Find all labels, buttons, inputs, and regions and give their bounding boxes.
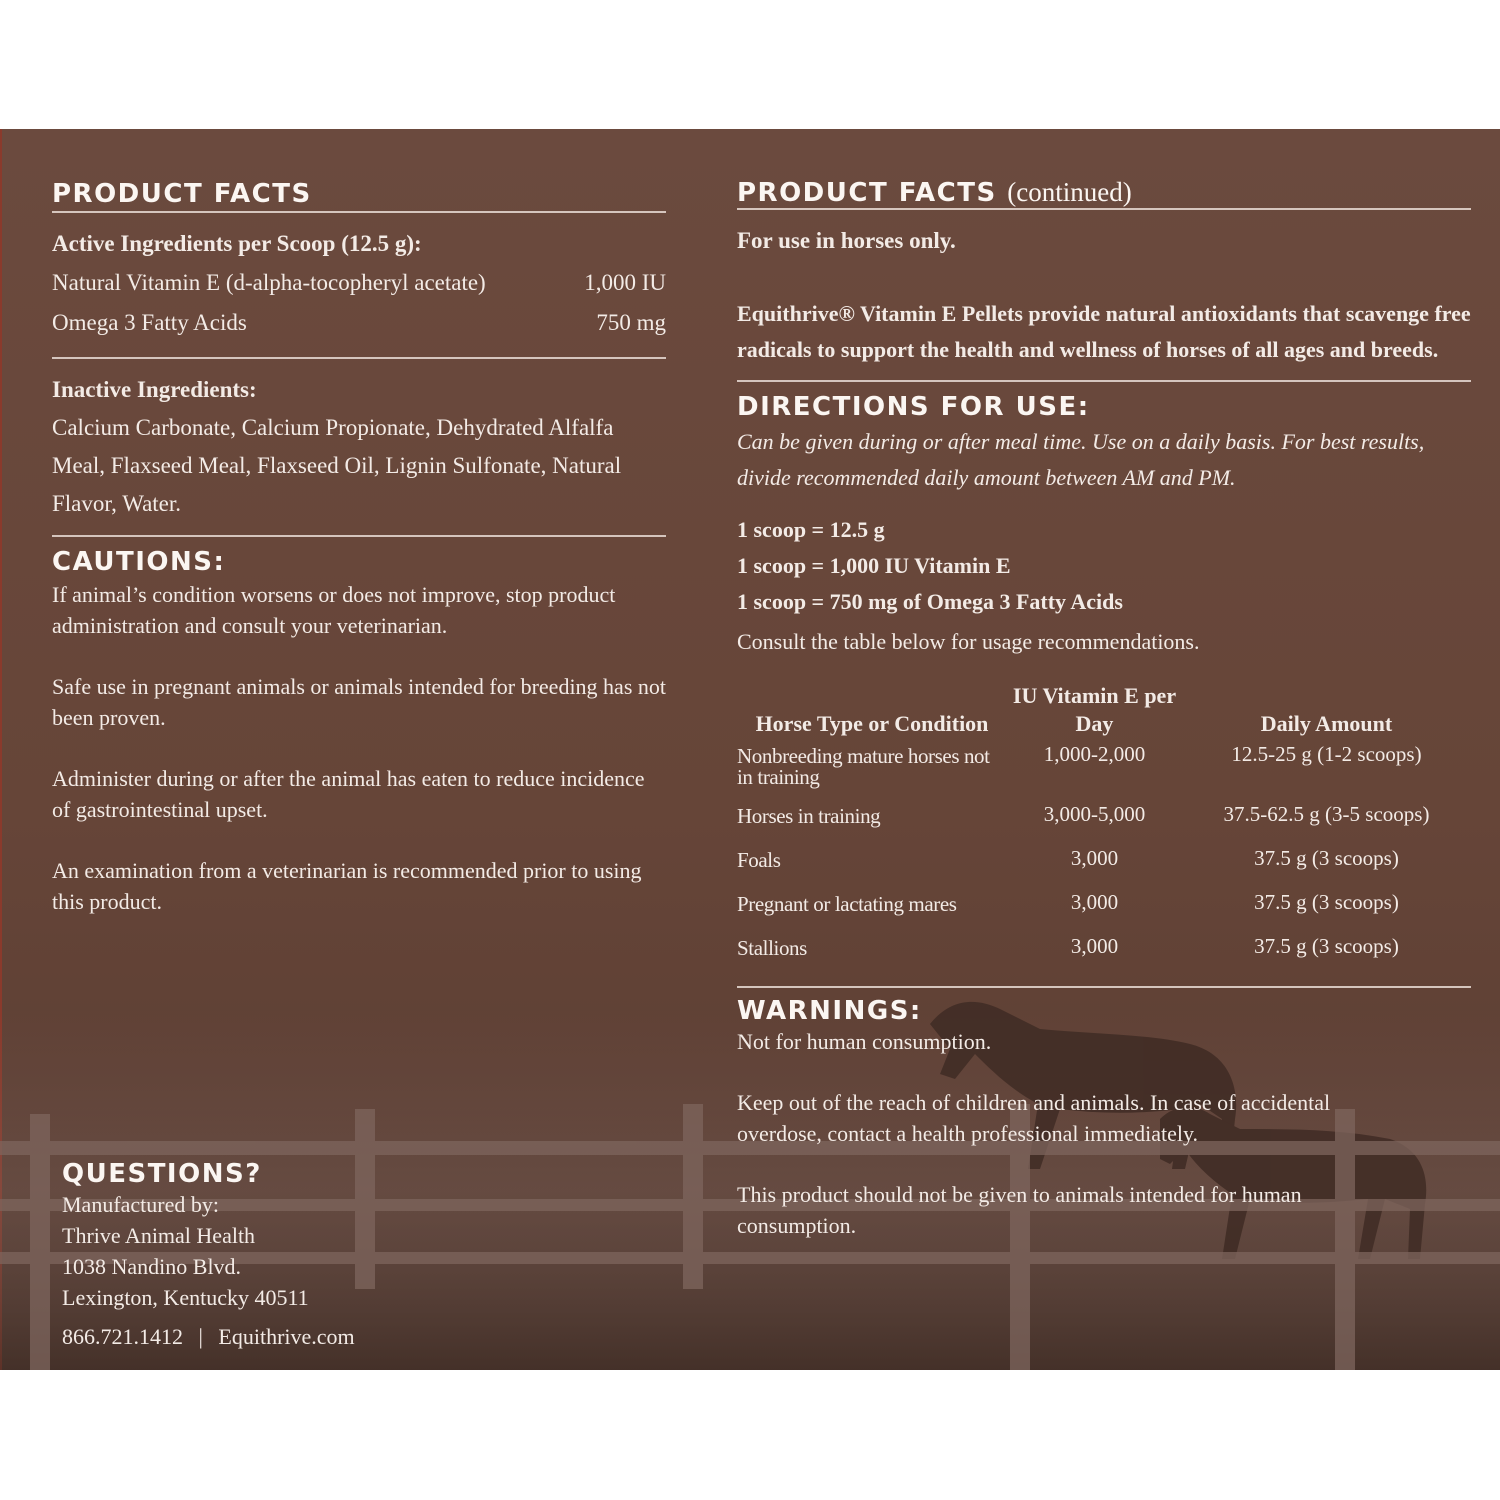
divider <box>52 357 666 359</box>
inactive-ingredients-title: Inactive Ingredients: <box>52 377 257 402</box>
ingredient-name: Omega 3 Fatty Acids <box>52 310 247 335</box>
warning-paragraph: This product should not be given to animals intended for human consumption. <box>737 1182 1302 1238</box>
table-row <box>737 930 1471 974</box>
table-row <box>737 738 1471 798</box>
consult-note: Consult the table below for usage recommendations. <box>737 629 1200 654</box>
heading-suffix: (continued) <box>1007 177 1132 207</box>
table-cell: 3,000-5,000 <box>1043 802 1146 826</box>
inactive-ingredients-text: Calcium Carbonate, Calcium Propionate, Dehydrated Alfalfa Meal, Flaxseed Meal, Flaxseed Oil, Lignin Sulfonate, Natural Flavor, Water. <box>52 415 622 516</box>
table-cell: Horses in training <box>737 804 881 828</box>
ingredient-row <box>52 303 666 343</box>
table-header-row <box>737 682 1471 738</box>
table-cell: Pregnant or lactating mares <box>737 892 957 916</box>
scoop-line: 1 scoop = 1,000 IU Vitamin E <box>737 553 1011 578</box>
right-column <box>737 177 1471 1241</box>
table-cell: 3,000 <box>1070 846 1119 870</box>
product-facts-continued-heading <box>737 177 1471 208</box>
website-link[interactable]: Equithrive.com <box>218 1324 355 1349</box>
label-panel <box>0 129 1500 1370</box>
product-description: Equithrive® Vitamin E Pellets provide natural antioxidants that scavenge free radicals to support the health and wellness of horses of all ages and breeds. <box>737 301 1471 362</box>
caution-paragraph: Safe use in pregnant animals or animals intended for breeding has not been proven. <box>52 674 666 730</box>
table-cell: 3,000 <box>1070 934 1119 958</box>
table-cell: Foals <box>737 848 781 872</box>
column-header: Horse Type or Condition <box>755 711 989 736</box>
manufacturer-line: Thrive Animal Health <box>62 1223 256 1248</box>
phone-number: 866.721.1412 <box>62 1324 183 1349</box>
caution-paragraph: If animal’s condition worsens or does not improve, stop product administration and consult your veterinarian. <box>52 582 616 638</box>
manufacturer-line: 1038 Nandino Blvd. <box>62 1254 242 1279</box>
questions-heading: QUESTIONS? <box>62 1159 262 1189</box>
table-row <box>737 842 1471 886</box>
warning-paragraph: Not for human consumption. <box>737 1029 992 1054</box>
divider <box>52 535 666 537</box>
table-cell: Stallions <box>737 936 807 960</box>
heading-main: PRODUCT FACTS <box>737 178 997 208</box>
divider <box>52 211 666 213</box>
left-column <box>52 179 666 917</box>
ingredient-row <box>52 263 666 303</box>
table-row <box>737 886 1471 930</box>
scoop-line: 1 scoop = 12.5 g <box>737 517 885 542</box>
directions-intro: Can be given during or after meal time. Use on a daily basis. For best results, divide recommended daily amount between AM and PM. <box>737 429 1425 490</box>
table-cell: 12.5-25 g (1-2 scoops) <box>1231 742 1422 766</box>
contact-line <box>62 1321 482 1352</box>
column-header: IU Vitamin E per Day <box>1012 683 1177 736</box>
table-cell: Nonbreeding mature horses not in training <box>737 744 990 789</box>
scoop-equivalents <box>737 512 1471 620</box>
usage-table <box>737 682 1471 974</box>
divider <box>737 208 1471 210</box>
column-header: Daily Amount <box>1260 711 1393 736</box>
table-row <box>737 798 1471 842</box>
horses-only-note: For use in horses only. <box>737 228 956 253</box>
product-facts-heading: PRODUCT FACTS <box>52 179 312 209</box>
scoop-line: 1 scoop = 750 mg of Omega 3 Fatty Acids <box>737 589 1123 614</box>
questions-block <box>62 1159 482 1352</box>
table-cell: 37.5-62.5 g (3-5 scoops) <box>1223 802 1430 826</box>
table-cell: 37.5 g (3 scoops) <box>1254 934 1399 958</box>
warnings-heading: WARNINGS: <box>737 996 922 1026</box>
ingredient-name: Natural Vitamin E (d-alpha-tocopheryl acetate) <box>52 270 486 295</box>
separator: | <box>198 1324 203 1349</box>
table-cell: 1,000-2,000 <box>1043 742 1146 766</box>
table-cell: 3,000 <box>1070 890 1119 914</box>
ingredient-amount: 1,000 IU <box>584 270 666 295</box>
caution-paragraph: An examination from a veterinarian is recommended prior to using this product. <box>52 858 642 914</box>
active-ingredients-title: Active Ingredients per Scoop (12.5 g): <box>52 231 422 256</box>
divider <box>737 380 1471 382</box>
divider <box>737 986 1471 988</box>
table-cell: 37.5 g (3 scoops) <box>1254 846 1399 870</box>
cautions-heading: CAUTIONS: <box>52 547 226 577</box>
caution-paragraph: Administer during or after the animal has eaten to reduce incidence of gastrointestinal upset. <box>52 766 645 822</box>
active-ingredients-list <box>52 263 666 343</box>
warning-paragraph: Keep out of the reach of children and animals. In case of accidental overdose, contact a health professional immediately. <box>737 1090 1331 1146</box>
directions-heading: DIRECTIONS FOR USE: <box>737 392 1090 422</box>
manufacturer-line: Manufactured by: <box>62 1192 219 1217</box>
ingredient-amount: 750 mg <box>596 310 666 335</box>
table-cell: 37.5 g (3 scoops) <box>1254 890 1399 914</box>
manufacturer-line: Lexington, Kentucky 40511 <box>62 1285 309 1310</box>
